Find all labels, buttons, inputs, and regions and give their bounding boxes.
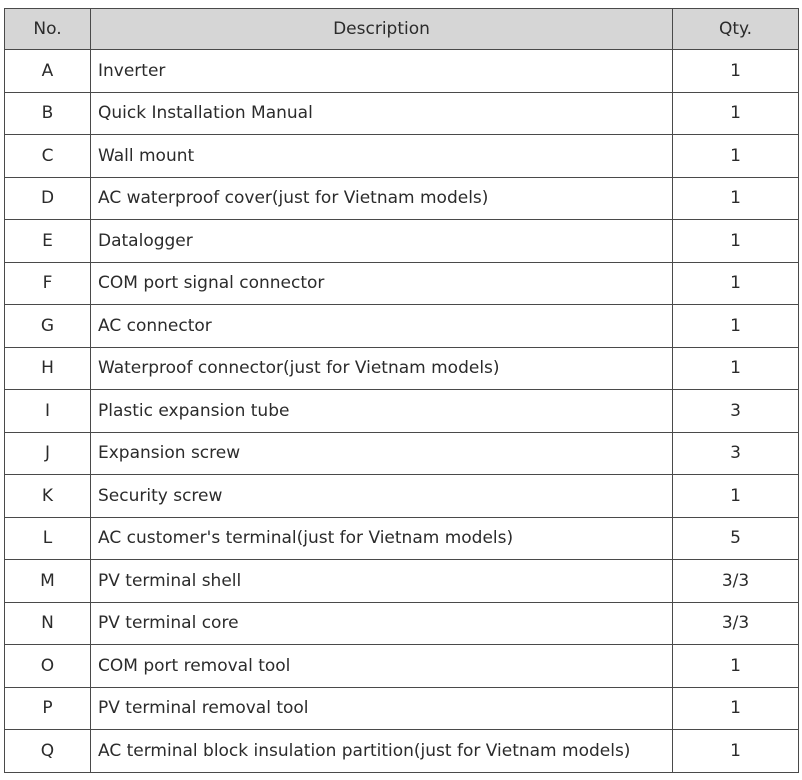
table-row	[5, 177, 799, 220]
cell-qty: 1	[673, 645, 799, 688]
cell-no: H	[5, 347, 91, 390]
cell-qty: 1	[673, 220, 799, 263]
cell-description: COM port signal connector	[91, 262, 673, 305]
cell-qty: 3	[673, 390, 799, 433]
cell-no: G	[5, 305, 91, 348]
cell-no: F	[5, 262, 91, 305]
cell-qty: 1	[673, 475, 799, 518]
cell-description: AC waterproof cover(just for Vietnam models)	[91, 177, 673, 220]
cell-no: D	[5, 177, 91, 220]
cell-qty: 1	[673, 177, 799, 220]
cell-no: K	[5, 475, 91, 518]
table-row	[5, 347, 799, 390]
cell-qty: 5	[673, 517, 799, 560]
table-header-row	[5, 9, 799, 50]
cell-no: M	[5, 560, 91, 603]
header-no: No.	[5, 9, 91, 50]
cell-description: Plastic expansion tube	[91, 390, 673, 433]
cell-qty: 1	[673, 730, 799, 773]
cell-no: O	[5, 645, 91, 688]
cell-no: P	[5, 687, 91, 730]
cell-description: AC terminal block insulation partition(just for Vietnam models)	[91, 730, 673, 773]
table-row	[5, 730, 799, 773]
cell-qty: 3	[673, 432, 799, 475]
cell-description: PV terminal core	[91, 602, 673, 645]
cell-description: AC customer's terminal(just for Vietnam models)	[91, 517, 673, 560]
table-row	[5, 560, 799, 603]
table-row	[5, 645, 799, 688]
cell-description: Wall mount	[91, 135, 673, 178]
table-row	[5, 475, 799, 518]
cropped-heading-fragment	[0, 0, 802, 8]
cell-description: Expansion screw	[91, 432, 673, 475]
cell-description: Inverter	[91, 50, 673, 93]
cell-qty: 3/3	[673, 602, 799, 645]
cell-description: Datalogger	[91, 220, 673, 263]
table-row	[5, 432, 799, 475]
cell-no: E	[5, 220, 91, 263]
cell-qty: 1	[673, 305, 799, 348]
cell-qty: 1	[673, 262, 799, 305]
cell-no: Q	[5, 730, 91, 773]
cell-qty: 1	[673, 135, 799, 178]
cell-qty: 1	[673, 687, 799, 730]
table-row	[5, 517, 799, 560]
cell-qty: 3/3	[673, 560, 799, 603]
cell-no: N	[5, 602, 91, 645]
table-row	[5, 390, 799, 433]
cell-no: A	[5, 50, 91, 93]
cell-description: PV terminal shell	[91, 560, 673, 603]
table-row	[5, 135, 799, 178]
cell-description: Waterproof connector(just for Vietnam models)	[91, 347, 673, 390]
cell-no: C	[5, 135, 91, 178]
packing-list-table	[4, 8, 799, 773]
cell-qty: 1	[673, 347, 799, 390]
cell-no: I	[5, 390, 91, 433]
table-row	[5, 262, 799, 305]
table-row	[5, 50, 799, 93]
cell-no: J	[5, 432, 91, 475]
table-row	[5, 687, 799, 730]
cell-no: L	[5, 517, 91, 560]
cell-description: Security screw	[91, 475, 673, 518]
table-row	[5, 92, 799, 135]
cell-no: B	[5, 92, 91, 135]
cell-description: PV terminal removal tool	[91, 687, 673, 730]
cell-description: AC connector	[91, 305, 673, 348]
header-description: Description	[91, 9, 673, 50]
header-qty: Qty.	[673, 9, 799, 50]
table-row	[5, 305, 799, 348]
table-row	[5, 220, 799, 263]
cell-qty: 1	[673, 92, 799, 135]
table-row	[5, 602, 799, 645]
cell-description: Quick Installation Manual	[91, 92, 673, 135]
cell-description: COM port removal tool	[91, 645, 673, 688]
cell-qty: 1	[673, 50, 799, 93]
